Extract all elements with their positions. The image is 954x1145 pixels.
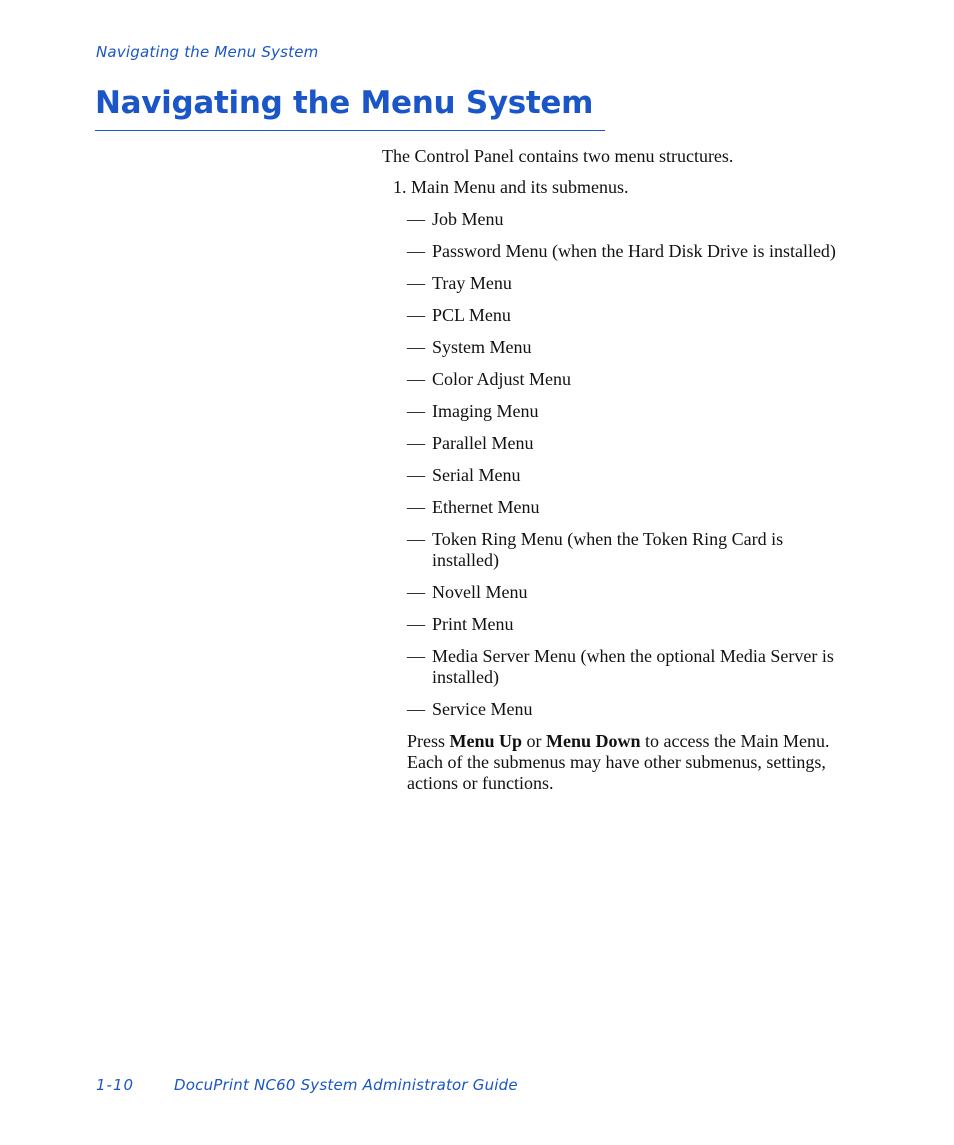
numbered-list-item: 1. Main Menu and its submenus. xyxy=(393,177,629,197)
submenu-name: PCL Menu xyxy=(432,305,511,325)
page-title: Navigating the Menu System xyxy=(95,85,594,121)
running-header: Navigating the Menu System xyxy=(96,43,319,61)
submenu-name: System Menu xyxy=(432,337,532,357)
dash-bullet: — xyxy=(407,529,425,549)
dash-bullet: — xyxy=(407,433,425,453)
list-item xyxy=(407,646,842,688)
list-item xyxy=(407,305,842,326)
list-item xyxy=(407,529,842,571)
submenu-list xyxy=(382,209,842,720)
submenu-name: Color Adjust Menu xyxy=(432,369,572,389)
intro-paragraph: The Control Panel contains two menu structures. xyxy=(382,146,734,166)
list-item xyxy=(407,614,842,635)
list-item xyxy=(407,582,842,603)
dash-bullet: — xyxy=(407,305,425,325)
menu-up-key: Menu Up xyxy=(449,731,523,751)
submenu-name: Imaging Menu xyxy=(432,401,539,421)
submenu-name: Token Ring Menu (when the Token Ring Card is installed) xyxy=(432,529,784,570)
dash-bullet: — xyxy=(407,646,425,666)
dash-bullet: — xyxy=(407,241,425,261)
dash-bullet: — xyxy=(407,209,425,229)
instruction-or: or xyxy=(522,731,547,751)
list-item xyxy=(407,699,842,720)
menu-down-key: Menu Down xyxy=(546,731,641,751)
submenu-name: Print Menu xyxy=(432,614,514,634)
footer-page-number: 1-10 xyxy=(96,1076,135,1094)
submenu-name: Password Menu (when the Hard Disk Drive is installed) xyxy=(432,241,836,261)
dash-bullet: — xyxy=(407,614,425,634)
dash-bullet: — xyxy=(407,699,425,719)
main-content xyxy=(382,146,842,794)
list-item xyxy=(407,209,842,230)
dash-bullet: — xyxy=(407,582,425,602)
list-item xyxy=(407,433,842,454)
instruction-paragraph xyxy=(407,731,842,794)
submenu-name: Serial Menu xyxy=(432,465,521,485)
instruction-pre: Press xyxy=(407,731,450,751)
footer-doc-title: DocuPrint NC60 System Administrator Guide xyxy=(174,1076,518,1094)
submenu-name: Novell Menu xyxy=(432,582,528,602)
dash-bullet: — xyxy=(407,497,425,517)
list-item xyxy=(407,337,842,358)
dash-bullet: — xyxy=(407,273,425,293)
dash-bullet: — xyxy=(407,401,425,421)
list-item xyxy=(407,369,842,390)
list-item xyxy=(407,465,842,486)
dash-bullet: — xyxy=(407,337,425,357)
dash-bullet: — xyxy=(407,465,425,485)
submenu-name: Service Menu xyxy=(432,699,533,719)
dash-bullet: — xyxy=(407,369,425,389)
list-item xyxy=(407,401,842,422)
submenu-name: Parallel Menu xyxy=(432,433,534,453)
title-underline xyxy=(95,130,605,131)
submenu-name: Media Server Menu (when the optional Media Server is installed) xyxy=(432,646,834,687)
list-item xyxy=(407,497,842,518)
submenu-name: Ethernet Menu xyxy=(432,497,540,517)
list-item xyxy=(407,273,842,294)
submenu-name: Job Menu xyxy=(432,209,504,229)
list-item xyxy=(407,241,842,262)
instruction-post: to access the Main Menu. Each of the submenus may have other submenus, settings, actions or functions. xyxy=(407,731,830,793)
submenu-name: Tray Menu xyxy=(432,273,512,293)
